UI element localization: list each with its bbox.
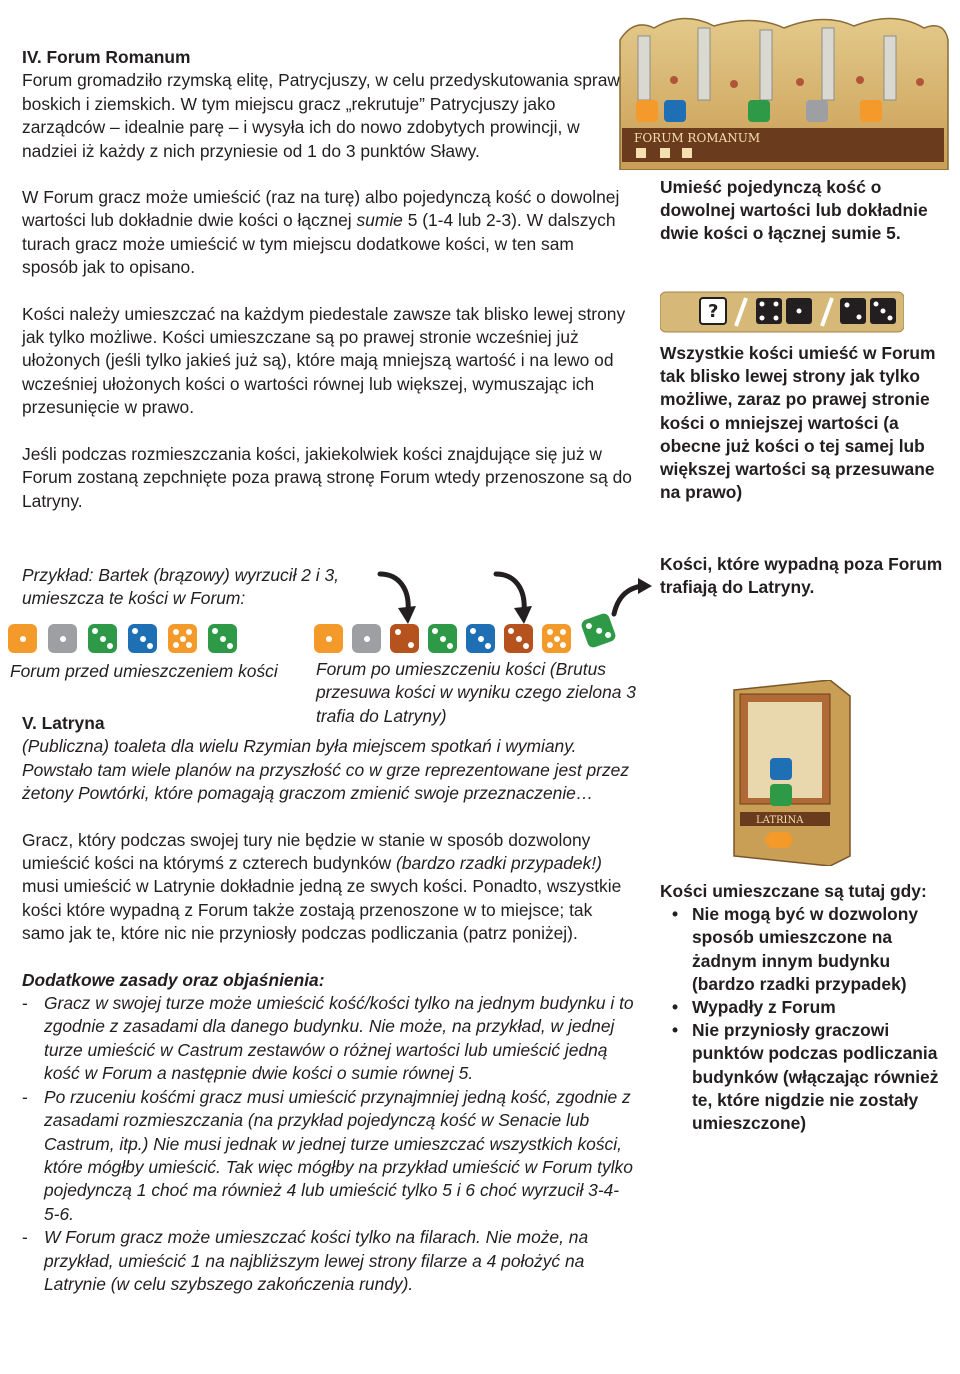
list-item: • Nie mogą być w dozwolony sposób umieszczone na żadnym innym budynku (bardzo rzadki przypadek): [660, 903, 950, 996]
die-pip: [478, 636, 484, 642]
latrina-note-heading: Kości umieszczane są tutaj gdy:: [660, 881, 927, 901]
die-pip: [432, 628, 438, 634]
die-pip: [547, 642, 553, 648]
forum-heading: IV. Forum Romanum: [22, 47, 191, 67]
die: [542, 624, 571, 653]
die-pip: [60, 636, 66, 642]
die-pip: [220, 636, 226, 642]
die-pip: [173, 642, 179, 648]
forum-board-label: FORUM ROMANUM: [634, 131, 761, 145]
note-forum-overflow: Kości, które wypadną poza Forum trafiają do Latryny.: [660, 554, 943, 598]
die-pip: [516, 636, 522, 642]
die-pip: [173, 629, 179, 635]
die-pip: [560, 642, 566, 648]
die-pip: [180, 636, 186, 642]
die-pip: [227, 643, 233, 649]
die-pip: [485, 643, 491, 649]
die: [48, 624, 77, 653]
die-pip: [508, 628, 514, 634]
die-pip: [440, 636, 446, 642]
latrina-note: [660, 880, 950, 1135]
dice-row-before: [8, 622, 298, 656]
caption-before: Forum przed umieszczeniem kości: [10, 661, 278, 681]
die-pip: [560, 629, 566, 635]
die: [8, 624, 37, 653]
forum-example: Przykład: Bartek (brązowy) wyrzucił 2 i 3, umieszcza te kości w Forum:: [22, 565, 339, 609]
die: [428, 624, 457, 653]
latrina-image: [730, 680, 854, 866]
latryna-section: [22, 712, 634, 1296]
rules-list: [22, 992, 634, 1296]
rules-heading: Dodatkowe zasady oraz objaśnienia:: [22, 969, 325, 990]
die-pip: [186, 629, 192, 635]
dice-row-after: [314, 622, 654, 656]
forum-board-image: [614, 10, 952, 170]
forum-paragraph-ordering: Kości należy umieszczać na każdym piedestale zawsze tak blisko lewej strony jak tylko możliwe. Kości umieszczane są po prawej stronie wcześniej już ułożonych (jeśli tylko jakieś już są), które mają mniejszą wartość i na lewo od wcześniej ułożonych kości o wartości równej lub większej, wymuszając ich przesunięcie w prawo.: [22, 303, 626, 418]
latryna-heading: V. Latryna: [22, 713, 105, 733]
latrina-label: LATRINA: [756, 815, 804, 826]
die-pip: [20, 636, 26, 642]
die-pip: [212, 628, 218, 634]
die-pip: [523, 643, 529, 649]
die: [168, 624, 197, 653]
die-pip: [140, 636, 146, 642]
die-pip: [447, 643, 453, 649]
die: [128, 624, 157, 653]
list-item: - Gracz w swojej turze może umieścić kość/kości tylko na jednym budynku i to zgodnie z zasadami dla danego budynku. Nie może, na przykład, w jednej turze umieścić w Castrum zestawów o różnej wartości lub umieścić jedną kość w Forum a następnie dwie kości o sumie równej 5.: [22, 992, 634, 1086]
die-pip: [364, 636, 370, 642]
die: [208, 624, 237, 653]
die-pip: [547, 629, 553, 635]
die: [504, 624, 533, 653]
forum-paragraph-placement: W Forum gracz może umieścić (raz na turę) albo pojedynczą kość o dowolnej wartości lub dokładnie dwie kości o łącznej sumie 5 (1-4 lub 2-3). W dalszych turach gracz może umieścić w tym miejscu dodatkowe kości, w ten sam sposób jak to opisano.: [22, 187, 620, 278]
latrina-bullets: [660, 903, 950, 1135]
die-pip: [92, 628, 98, 634]
die-pip: [107, 643, 113, 649]
arrow-icon: [610, 576, 654, 620]
latryna-intro: (Publiczna) toaleta dla wielu Rzymian była miejscem spotkań i wymiany. Powstało tam wiele planów na przyszłość co w grze reprezentowane jest przez żetony Powtórki, które pomagają graczom zmienić swoje przeznaczenie…: [22, 736, 630, 804]
forum-paragraph-overflow: Jeśli podczas rozmieszczania kości, jakiekolwiek kości znajdujące się już w Forum zostaną zepchnięte poza prawą stronę Forum wtedy przenoszone są do Latryny.: [22, 443, 632, 511]
die-pip: [186, 642, 192, 648]
list-item: • Wypadły z Forum: [660, 996, 950, 1019]
die-pip: [554, 636, 560, 642]
note-forum-placement: Umieść pojedynczą kość o dowolnej wartości lub dokładnie dwie kości o łącznej sumie 5.: [660, 177, 928, 244]
die-pip: [604, 631, 612, 639]
die: [466, 624, 495, 653]
die: [88, 624, 117, 653]
forum-section: [22, 46, 634, 513]
die: [352, 624, 381, 653]
die-pip: [585, 622, 593, 630]
list-item: - W Forum gracz może umieszczać kości tylko na filarach. Nie może, na przykład, umieścić 1 na najbliższym lewej strony filarze a 4 położyć na Latrynie (w celu szybszego zakończenia rundy).: [22, 1226, 634, 1296]
list-item: - Po rzuceniu kośćmi gracz musi umieścić przynajmniej jedną kość, zgodnie z zasadami rozmieszczania (na przykład pojedynczą kość w Senacie lub Castrum, itp.) Nie musi jednak w jednej turze umieszczać wszystkich kości, które mógłby umieścić. Tak więc mógłby na przykład umieścić w Forum tylko pojedynczą 1 choć ma również 4 lub umieścić tylko 5 i 6 choć wyrzucił 3-4-5-6.: [22, 1086, 634, 1226]
die-pip: [595, 627, 603, 635]
caption-after: Forum po umieszczeniu kości (Brutus przesuwa kości w wyniku czego zielona 3 trafia do Latryny): [316, 659, 636, 726]
die-pip: [326, 636, 332, 642]
latryna-paragraph: Gracz, który podczas swojej tury nie będzie w stanie w sposób dozwolony umieścić kości na którymś z czterech budynków (bardzo rzadki przypadek!) musi umieścić w Latrynie dokładnie jedną ze swych kości. Ponadto, wszystkie kości które wypadną z Forum także zostają przenoszone w to miejsce; tak samo jak te, które nic nie przyniosły podczas podliczania (patrz poniżej).: [22, 829, 622, 944]
die-pip: [147, 643, 153, 649]
die: [390, 624, 419, 653]
svg-text:?: ?: [708, 301, 719, 322]
list-item: • Nie przyniosły graczowi punktów podczas podliczania budynków (włączając również te, które nigdzie nie zostały umieszczone): [660, 1019, 950, 1135]
die-pip: [132, 628, 138, 634]
note-forum-ordering: Wszystkie kości umieść w Forum tak blisko lewej strony jak tylko możliwe, zaraz po prawej stronie kości o mniejszej wartości (a obecne już kości o tej samej lub większej wartości są przesuwane na prawo): [660, 343, 936, 503]
forum-placement-options-image: [660, 290, 904, 334]
die-pip: [395, 629, 401, 635]
die-pip: [470, 628, 476, 634]
die-pip: [408, 642, 414, 648]
die: [314, 624, 343, 653]
die-pip: [100, 636, 106, 642]
forum-intro: Forum gromadziło rzymską elitę, Patrycjuszy, w celu przedyskutowania spraw boskich i ziemskich. W tym miejscu gracz „rekrutuje” Patrycjuszy jako zarządców – idealnie parę – i wysyła ich do nowo zdobytych prowincji, w nadziei iż każdy z nich przyniesie od 1 do 3 punktów Sławy.: [22, 70, 620, 161]
arrow-icon: [376, 568, 420, 626]
arrow-icon: [492, 568, 536, 626]
